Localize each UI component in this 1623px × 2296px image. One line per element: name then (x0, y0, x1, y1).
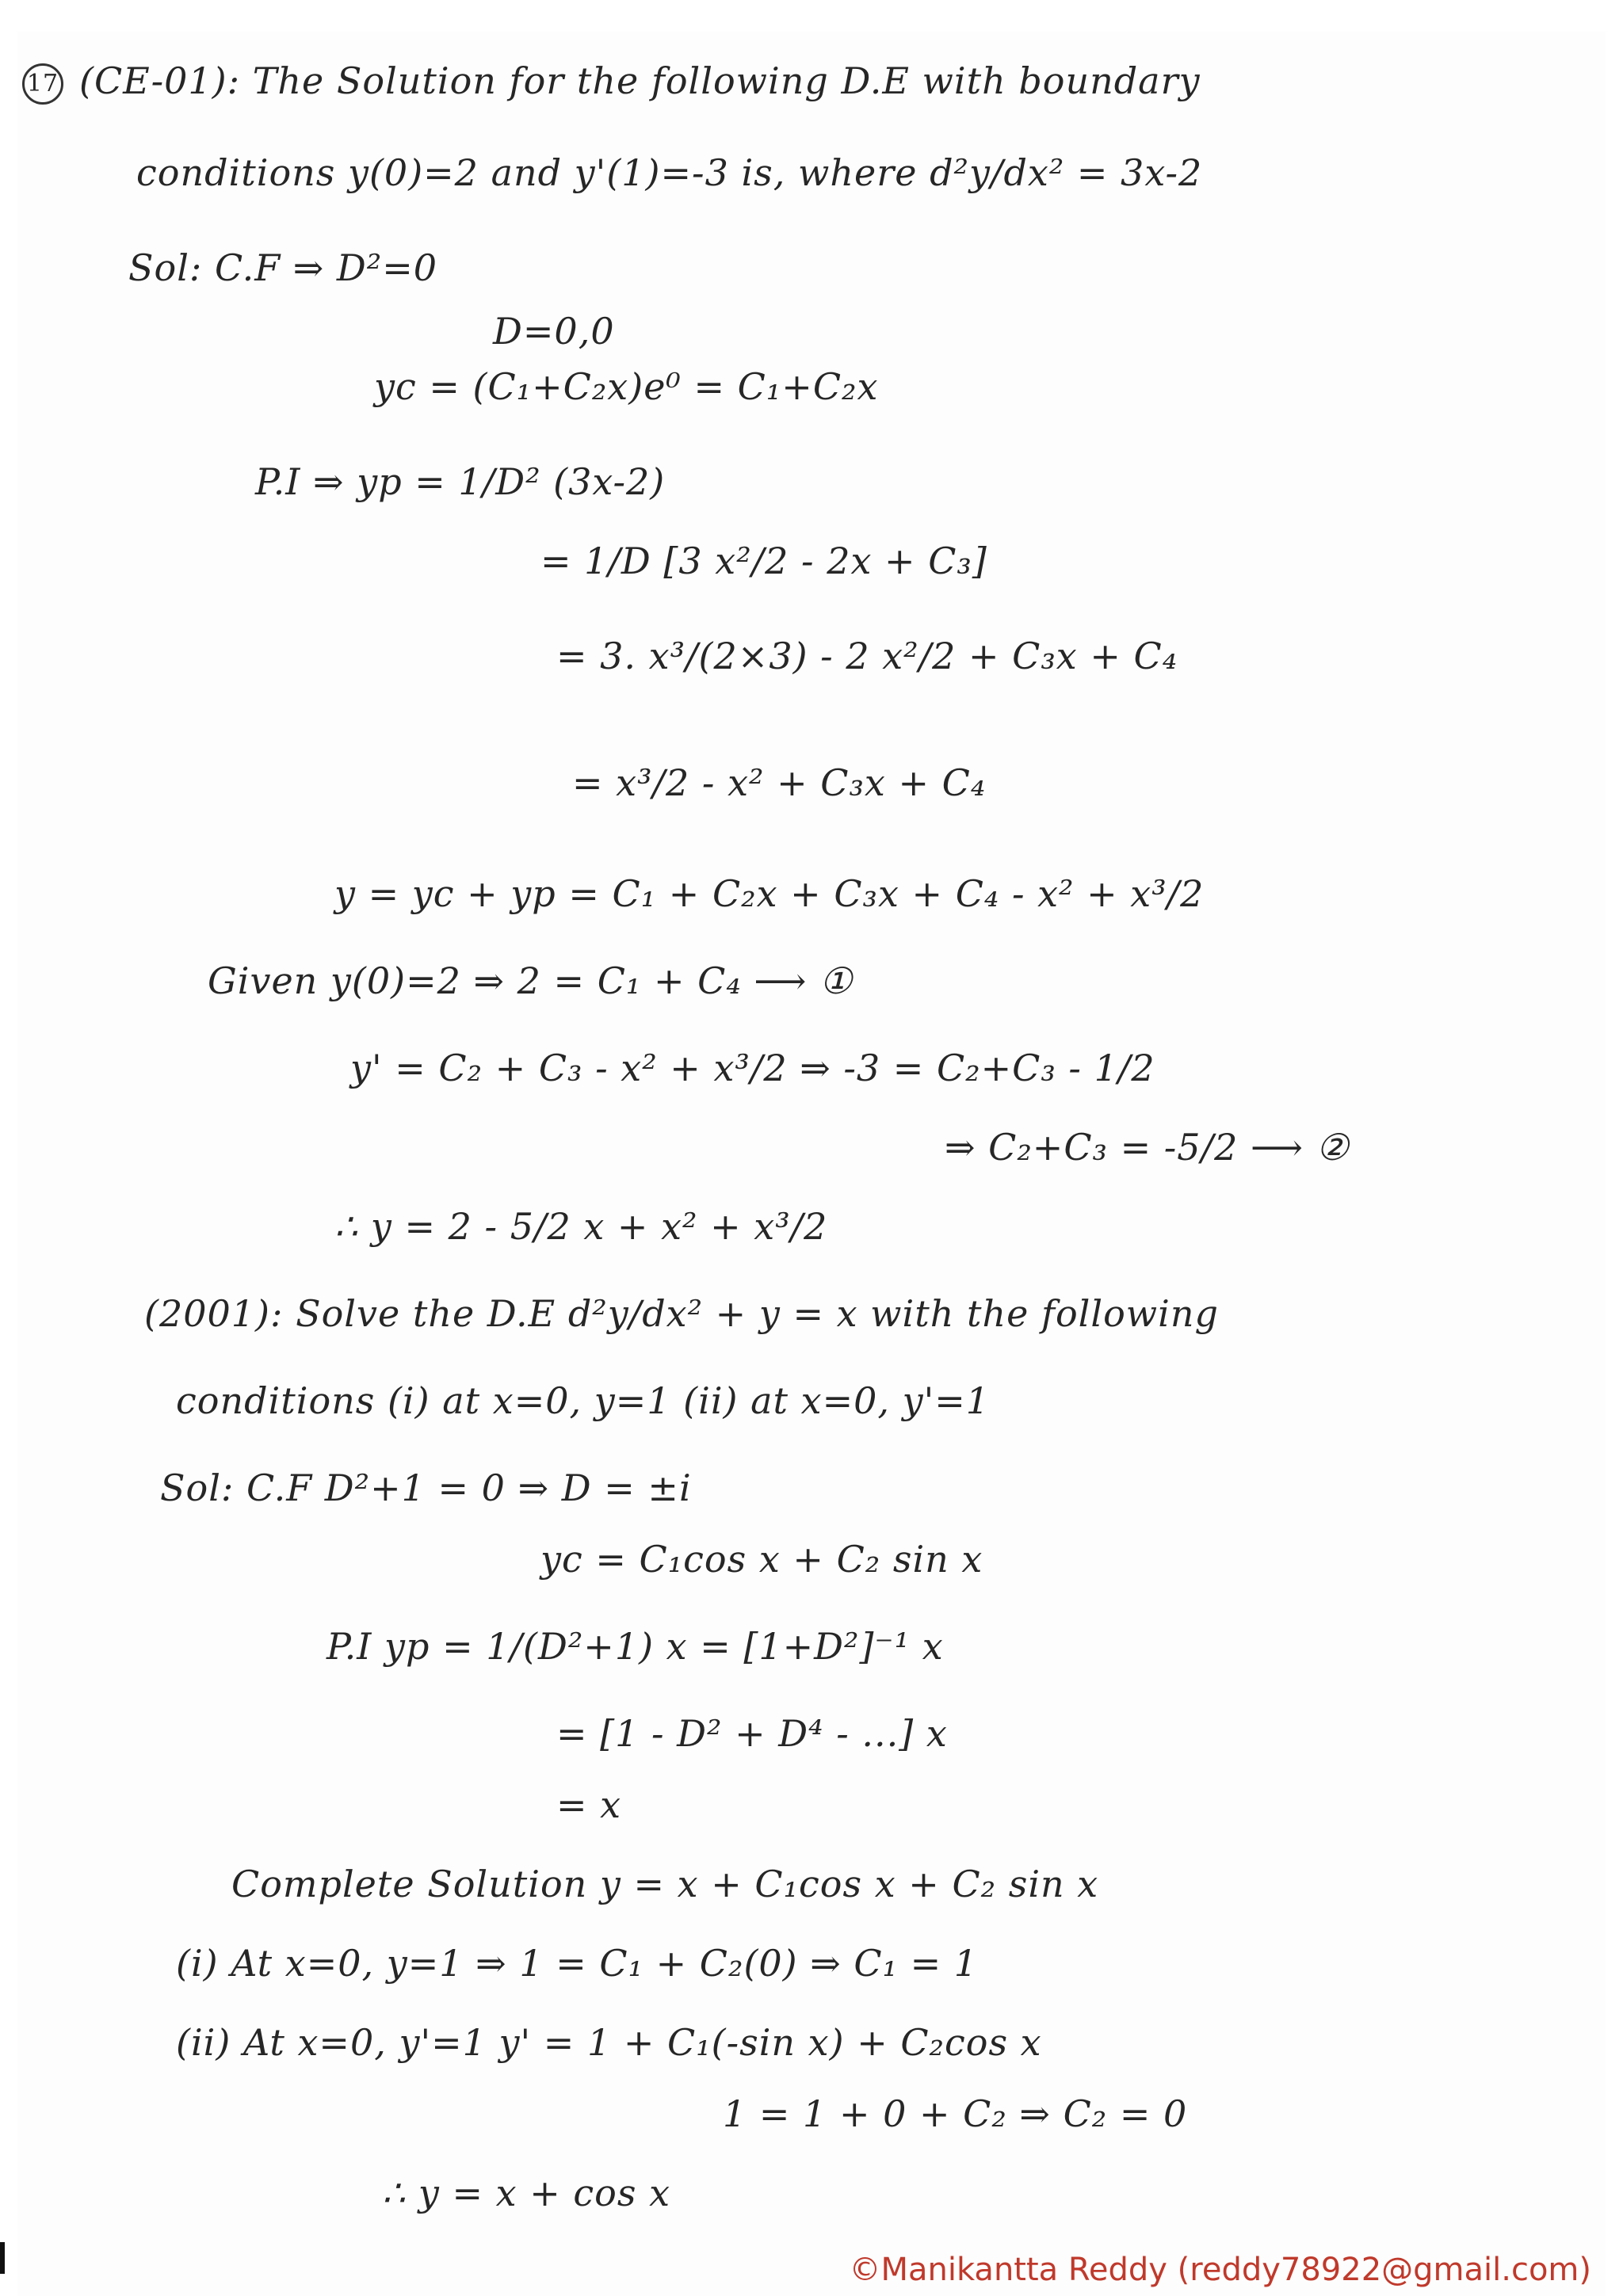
condition-i: (i) At x=0, y=1 ⇒ 1 = C₁ + C₂(0) ⇒ C₁ = 1 (176, 1942, 979, 1985)
yc-line: yc = (C₁+C₂x)e⁰ = C₁+C₂x (374, 365, 879, 408)
pi-line: P.I ⇒ yp = 1/D² (3x-2) (255, 460, 666, 503)
condition-ii: (ii) At x=0, y'=1 y' = 1 + C₁(-sin x) + C₂cos x (176, 2021, 1042, 2064)
pi-step-2: = 1/D [3 x²/2 - 2x + C₃] (540, 540, 987, 582)
answer-17: ∴ y = 2 - 5/2 x + x² + x³/2 (334, 1205, 828, 1248)
copyright-footer: ©Manikantta Reddy (reddy78922@gmail.com) (849, 2252, 1591, 2288)
question-17-title: (CE-01): The Solution for the following D.E with boundary (79, 59, 1201, 102)
roots-line: D=0,0 (493, 310, 615, 353)
question-17-conditions: conditions y(0)=2 and y'(1)=-3 is, where d²y/dx² = 3x-2 (136, 151, 1203, 194)
question-number-badge: 17 (22, 63, 63, 105)
general-solution: y = yc + yp = C₁ + C₂x + C₃x + C₄ - x² + x³/2 (334, 872, 1205, 915)
question-2001-title: (2001): Solve the D.E d²y/dx² + y = x with the following (144, 1292, 1219, 1335)
complete-solution: Complete Solution y = x + C₁cos x + C₂ sin x (231, 1863, 1099, 1905)
given-condition-1: Given y(0)=2 ⇒ 2 = C₁ + C₄ ⟶ ① (208, 959, 854, 1002)
pi-expansion: = [1 - D² + D⁴ - ...] x (556, 1712, 948, 1755)
cf-line: Sol: C.F ⇒ D²=0 (128, 246, 438, 289)
margin-mark (0, 2242, 5, 2274)
c2-result: 1 = 1 + 0 + C₂ ⇒ C₂ = 0 (723, 2092, 1188, 2135)
equation-2: ⇒ C₂+C₃ = -5/2 ⟶ ② (945, 1126, 1350, 1169)
pi-result: = x (556, 1783, 622, 1826)
pi-step-4: = x³/2 - x² + C₃x + C₄ (572, 761, 987, 804)
answer-2001: ∴ y = x + cos x (382, 2172, 671, 2214)
derivative-line: y' = C₂ + C₃ - x² + x³/2 ⇒ -3 = C₂+C₃ - 1/2 (350, 1047, 1155, 1089)
yc-line-2: yc = C₁cos x + C₂ sin x (540, 1538, 983, 1581)
cf-line-2: Sol: C.F D²+1 = 0 ⇒ D = ±i (160, 1466, 692, 1509)
pi-line-2: P.I yp = 1/(D²+1) x = [1+D²]⁻¹ x (327, 1625, 944, 1668)
pi-step-3: = 3. x³/(2×3) - 2 x²/2 + C₃x + C₄ (556, 635, 1178, 677)
question-2001-conditions: conditions (i) at x=0, y=1 (ii) at x=0, y'=1 (176, 1379, 991, 1422)
notebook-page (17, 32, 1606, 2296)
question-header (22, 59, 1201, 105)
